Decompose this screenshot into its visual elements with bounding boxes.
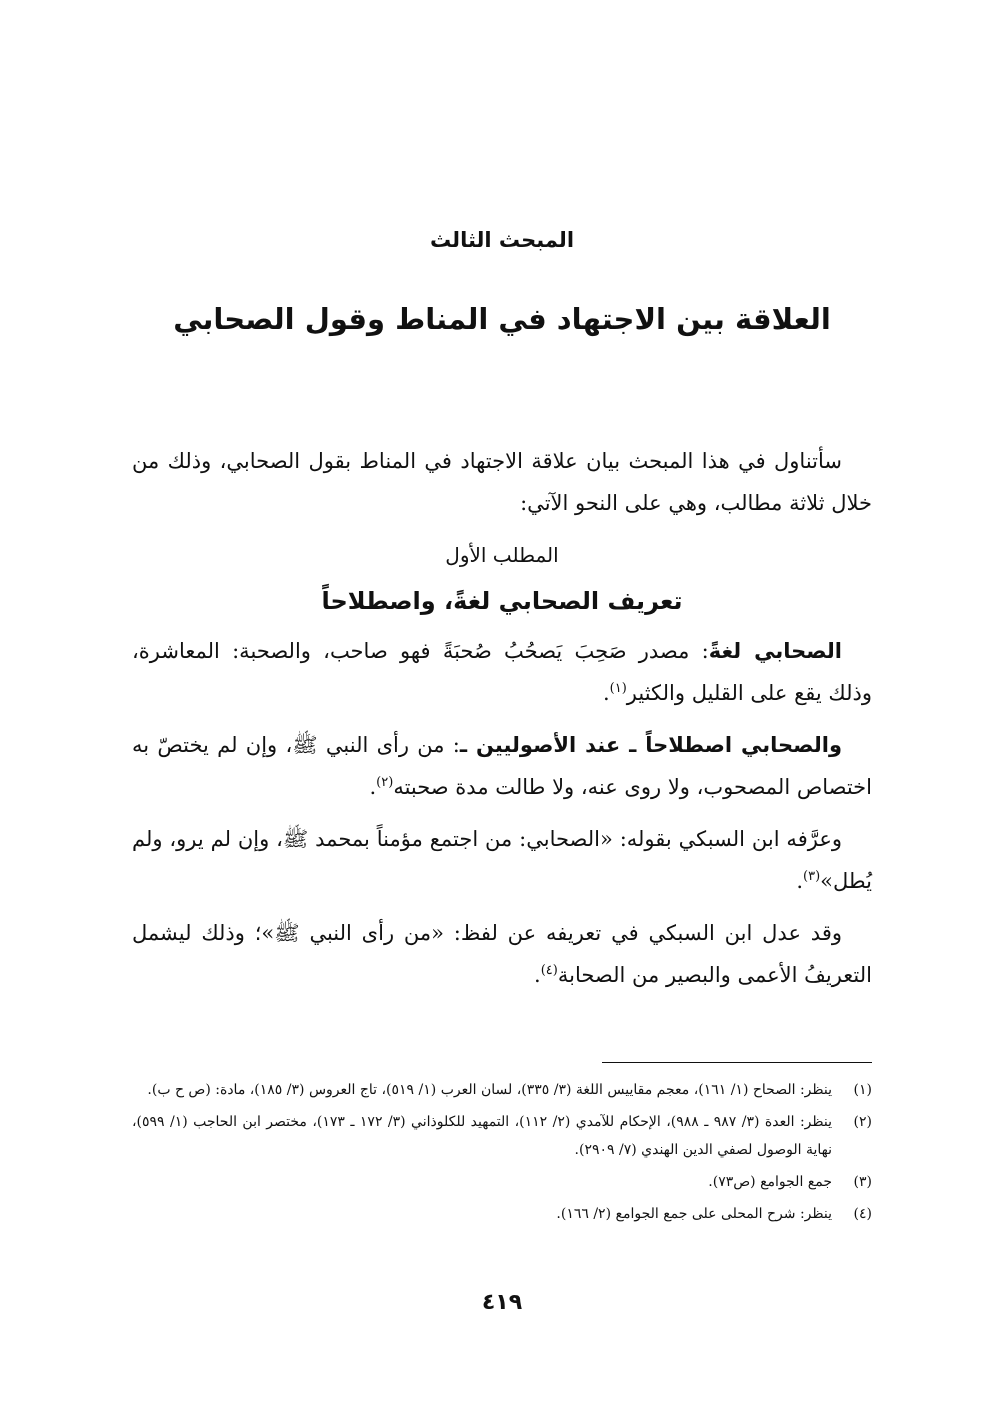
page <box>132 0 872 1417</box>
intro-paragraph: سأتناول في هذا المبحث بيان علاقة الاجتهاد في المناط بقول الصحابي، وذلك من خلال ثلاثة مطالب، وهي على النحو الآتي: <box>132 449 872 515</box>
paragraph-text: وقد عدل ابن السبكي في تعريفه عن لفظ: «من رأى النبي ﷺ»؛ وذلك ليشمل التعريفُ الأعمى والبصير من الصحابة <box>132 921 872 987</box>
subki-definition-paragraph <box>132 818 872 902</box>
paragraph-text: وعرَّفه ابن السبكي بقوله: «الصحابي: من اجتمع مؤمناً بمحمد ﷺ، وإن لم يرو، ولم يُطل» <box>132 827 872 893</box>
paragraph-tail: . <box>602 681 610 705</box>
term-label: الصحابي لغةً <box>708 639 842 663</box>
footnote-number: (٢) <box>853 1114 872 1130</box>
paragraph-tail: . <box>796 869 804 893</box>
footnote-text: ينظر: العدة (٣/ ٩٨٧ ـ ٩٨٨)، الإحكام للآمدي (٢/ ١١٢)، التمهيد للكلوذاني (٣/ ١٧٢ ـ ١٧٣)، مختصر ابن الحاجب (١/ ٥٩٩)، نهاية الوصول لصفي الدين الهندي (٧/ ٢٩٠٩). <box>132 1114 832 1158</box>
paragraph-tail: . <box>534 963 541 987</box>
footnote-number: (٣) <box>853 1174 872 1190</box>
footnote-number: (٤) <box>853 1206 872 1222</box>
body-text <box>132 440 872 1006</box>
section-label: المبحث الثالث <box>429 228 575 252</box>
term-label: والصحابي اصطلاحاً ـ عند الأصوليين ـ <box>459 733 842 757</box>
page-number: ٤١٩ <box>481 1290 523 1315</box>
subki-note-paragraph <box>132 912 872 996</box>
subsection-title: تعريف الصحابي لغةً، واصطلاحاً <box>321 587 683 615</box>
footnote-ref[interactable]: (٤) <box>540 963 558 978</box>
footnote-ref[interactable]: (٢) <box>376 775 394 790</box>
footnote-text: ينظر: الصحاح (١/ ١٦١)، معجم مقاييس اللغة (٣/ ٣٣٥)، لسان العرب (١/ ٥١٩)، تاج العروس (٣/ ١٨٥)، مادة: (ص ح ب). <box>147 1082 832 1098</box>
footnote-text: ينظر: شرح المحلى على جمع الجوامع (٢/ ١٦٦). <box>556 1206 832 1222</box>
footnote-number: (١) <box>853 1082 872 1098</box>
main-title: العلاقة بين الاجتهاد في المناط وقول الصحابي <box>173 302 831 336</box>
footnote-item <box>132 1200 872 1228</box>
definition-paragraph-linguistic <box>132 630 872 714</box>
definition-paragraph-technical <box>132 724 872 808</box>
paragraph-text: : من رأى النبي ﷺ، وإن لم يختصّ به اختصاص المصحوب، ولا روى عنه، ولا طالت مدة صحبته <box>132 733 872 799</box>
subsection-label: المطلب الأول <box>445 543 559 567</box>
footnote-item <box>132 1168 872 1196</box>
footnote-ref[interactable]: (٣) <box>803 869 821 884</box>
footnote-text: جمع الجوامع (ص٧٣). <box>708 1174 832 1190</box>
footnote-divider <box>602 1062 872 1063</box>
footnote-item <box>132 1108 872 1164</box>
footnote-item <box>132 1076 872 1104</box>
footnotes <box>132 1076 872 1232</box>
paragraph-text: : مصدر صَحِبَ يَصحُبُ صُحبَةً فهو صاحب، والصحبة: المعاشرة، وذلك يقع على القليل والكثير <box>132 639 872 705</box>
footnote-ref[interactable]: (١) <box>609 681 627 696</box>
paragraph-tail: . <box>369 775 377 799</box>
